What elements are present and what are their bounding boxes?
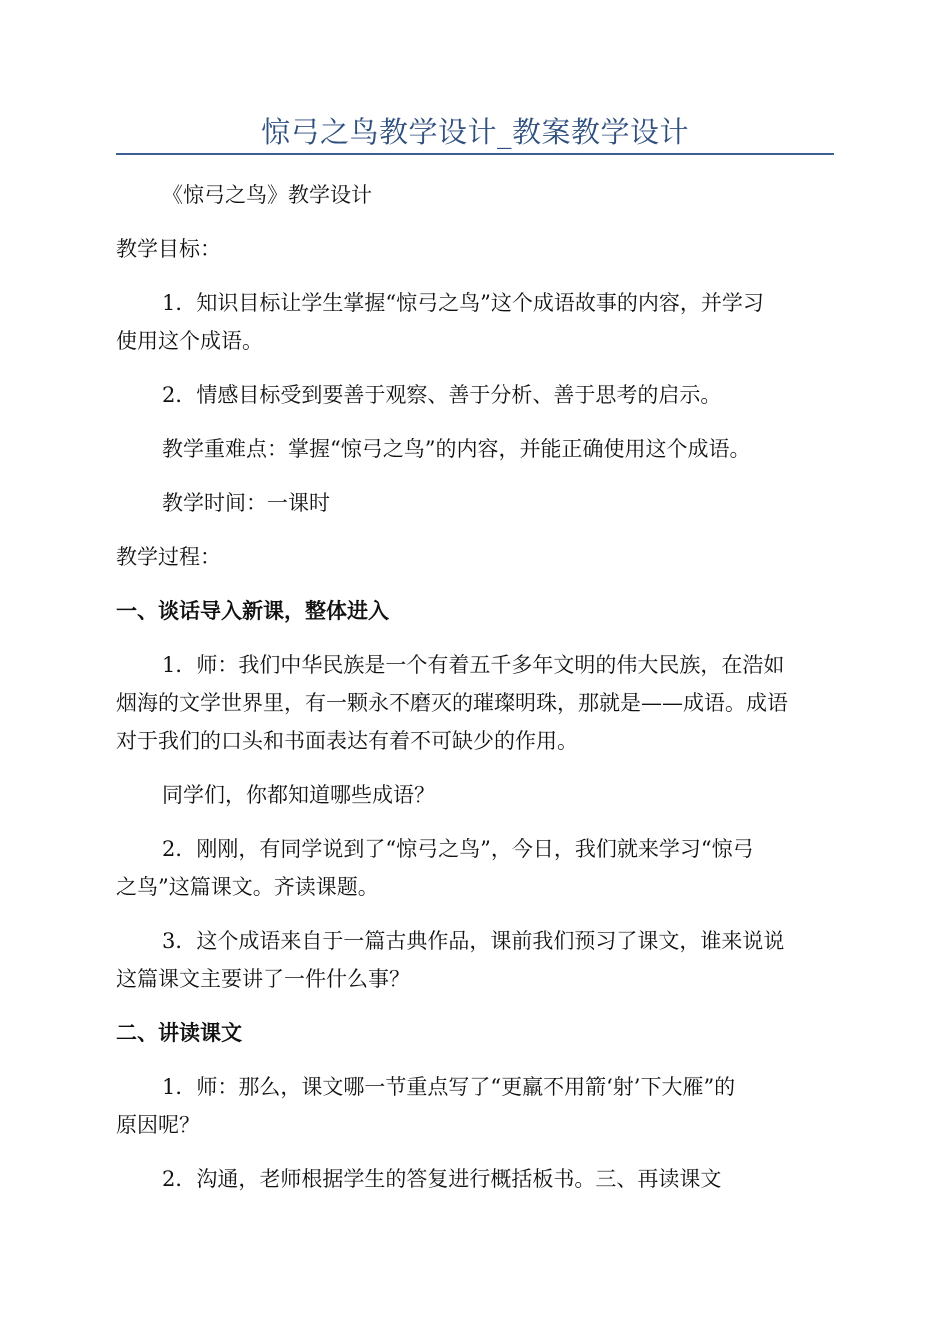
title-underline	[116, 153, 834, 155]
paragraph-line: 教学时间：一课时	[162, 491, 330, 515]
paragraph-line: 这篇课文主要讲了一件什么事？	[116, 967, 410, 991]
paragraph-line: 2．沟通，老师根据学生的答复进行概括板书。三、再读课文	[162, 1167, 722, 1191]
paragraph-line: 同学们，你都知道哪些成语？	[162, 783, 435, 807]
paragraph-line: 使用这个成语。	[116, 329, 263, 353]
paragraph-line: 1．知识目标让学生掌握“惊弓之鸟”这个成语故事的内容，并学习	[162, 291, 764, 315]
paragraph-line: 烟海的文学世界里，有一颗永不磨灭的璀璨明珠，那就是——成语。成语	[116, 691, 788, 715]
paragraph-line: 2．情感目标受到要善于观察、善于分析、善于思考的启示。	[162, 383, 722, 407]
paragraph-line: 3．这个成语来自于一篇古典作品，课前我们预习了课文，谁来说说	[162, 929, 785, 953]
paragraph-line: 之鸟”这篇课文。齐读课题。	[116, 875, 379, 899]
paragraph-line: 2．刚刚，有同学说到了“惊弓之鸟”，今日，我们就来学习“惊弓	[162, 837, 754, 861]
section-heading-one: 一、谈话导入新课，整体进入	[116, 598, 389, 623]
document-title: 惊弓之鸟教学设计_教案教学设计	[260, 115, 689, 149]
paragraph-line: 教学重难点：掌握“惊弓之鸟”的内容，并能正确使用这个成语。	[162, 437, 751, 461]
section-heading-two: 二、讲读课文	[116, 1020, 242, 1045]
paragraph-line: 原因呢？	[116, 1113, 200, 1137]
paragraph-line: 1．师：我们中华民族是一个有着五千多年文明的伟大民族，在浩如	[162, 653, 785, 677]
subtitle-line: 《惊弓之鸟》教学设计	[162, 183, 372, 207]
section-heading-objectives: 教学目标：	[116, 237, 221, 261]
paragraph-line: 1．师：那么，课文哪一节重点写了“更羸不用箭‘射’下大雁”的	[162, 1075, 736, 1099]
paragraph-line: 对于我们的口头和书面表达有着不可缺少的作用。	[116, 729, 578, 753]
section-heading-process: 教学过程：	[116, 545, 221, 569]
